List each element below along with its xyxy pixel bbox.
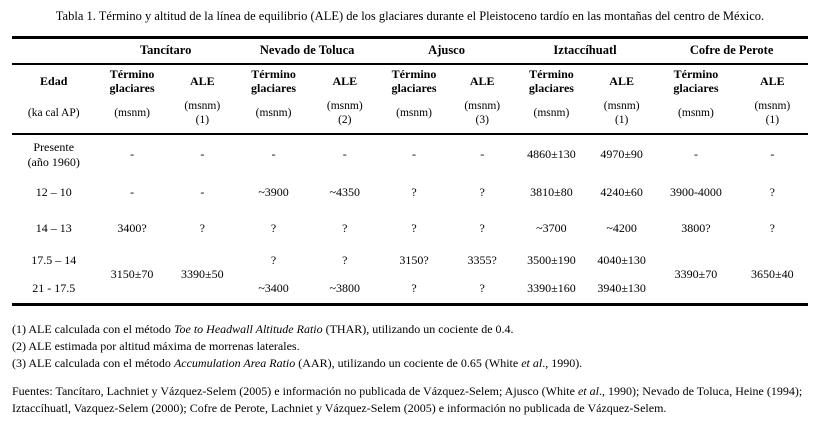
unit-msnm-ref — [311, 98, 378, 134]
footnote-text: ., 1990). — [542, 355, 583, 370]
unit-msnm: (msnm) — [603, 100, 640, 113]
table-cell: 3355? — [467, 252, 497, 267]
unit-msnm-ref — [450, 98, 515, 134]
footnote-text: (AAR), utilizando un cociente de 0.65 (White — [295, 355, 522, 370]
footnote-ref: (1) — [765, 113, 780, 126]
table-cell: - — [770, 147, 775, 162]
table-cell: - — [130, 147, 135, 162]
edad-line1: Presente — [33, 139, 75, 154]
table-cell: 3800? — [681, 221, 711, 236]
table-cell: ~3900 — [258, 185, 289, 200]
table-cell: ? — [270, 221, 277, 236]
footnote-ref: (3) — [475, 113, 489, 126]
footnote-text: (1) ALE calculada con el método — [12, 321, 174, 336]
table-cell: ? — [342, 221, 348, 236]
table-cell: ~3400 — [258, 280, 289, 295]
group-header-ajusco: Ajusco — [378, 37, 514, 64]
footnote-ref: (1) — [195, 113, 210, 126]
column-header-termino: Término glaciares — [109, 66, 155, 95]
unit-msnm: (msnm) — [326, 100, 363, 113]
table-cell-merged: 3390±50 — [181, 266, 224, 281]
column-header-termino: Término glaciares — [528, 66, 574, 95]
table-cell: ? — [479, 185, 485, 200]
table-cell: - — [130, 185, 135, 200]
unit-msnm: (msnm) — [754, 100, 791, 113]
table-cell: - — [271, 147, 276, 162]
footnote-italic-term: et al — [521, 355, 543, 370]
table-cell-merged: 3150±70 — [110, 266, 154, 281]
column-header-termino: Término glaciares — [251, 66, 297, 95]
group-header-row — [12, 37, 808, 64]
sources-text — [12, 383, 808, 417]
footnotes — [12, 321, 808, 372]
table-cell: 3810±80 — [530, 185, 573, 200]
footnote-3 — [12, 355, 808, 372]
unit-edad: (ka cal AP) — [12, 98, 95, 134]
table-row-14-13 — [12, 211, 808, 246]
subheader-row — [12, 64, 808, 98]
table-title: Tabla 1. Término y altitud de la línea de equilibrio (ALE) de los glaciares durante el Pleistoceno tardío en las montañas del centro de México. — [55, 9, 765, 23]
table-row-12-10 — [12, 174, 808, 211]
unit-msnm: (msnm) — [184, 100, 221, 113]
group-header-nevado-de-toluca: Nevado de Toluca — [236, 37, 378, 64]
table-cell: ~3800 — [329, 280, 361, 295]
table-cell: - — [693, 147, 698, 162]
sources-fragment: ., 1990); Nevado de Toluca, Heine (1994); Iztaccíhuatl, Vazquez-Selem (2000); Cofre de Perote, Lachniet y Vázquez-Selem (2005) e información no publicada de Vázquez-Selem. — [12, 383, 803, 415]
unit-msnm: (msnm) — [655, 98, 736, 134]
table-cell: 3400? — [117, 221, 147, 236]
table-cell: 3150? — [399, 252, 429, 267]
footnote-italic-term: Accumulation Area Ratio — [173, 355, 296, 370]
table-cell: - — [480, 147, 485, 162]
table-cell: ? — [769, 185, 775, 200]
table-cell: 3900-4000 — [669, 185, 722, 200]
unit-msnm: (msnm) — [464, 100, 501, 113]
footnote-ref: (1) — [614, 113, 629, 126]
table-body — [12, 134, 808, 304]
table-cell: 4860±130 — [527, 147, 576, 162]
table-cell: - — [412, 147, 417, 162]
table-cell: ? — [342, 252, 348, 267]
column-header-termino: Término glaciares — [391, 66, 437, 95]
table-cell: - — [200, 185, 205, 200]
group-header-iztaccihuatl: Iztaccíhuatl — [515, 37, 655, 64]
sources-fragment: Fuentes: Tancítaro, Lachniet y Vázquez-Selem (2005) e información no publicada de Vázquez-Selem; Ajusco (White — [12, 383, 578, 398]
unit-msnm: (msnm) — [95, 98, 168, 134]
table-cell: ~3700 — [536, 221, 567, 236]
table-cell: 4040±130 — [597, 252, 646, 267]
table-cell: ? — [411, 221, 417, 236]
table-cell: 4970±90 — [600, 147, 643, 162]
table-row-17-5-14 — [12, 246, 808, 274]
footnote-text: (THAR), utilizando un cociente de 0.4. — [322, 321, 514, 336]
table-cell: ? — [479, 221, 485, 236]
sources-italic-term: et al — [577, 383, 599, 398]
table-cell: 3390±160 — [527, 280, 576, 295]
row-header-edad — [12, 134, 95, 174]
table-cell-merged: 3390±70 — [674, 266, 718, 281]
footnote-ref: (2) — [338, 113, 352, 126]
column-header-ale: ALE — [189, 73, 215, 88]
table-cell: 3500±190 — [527, 252, 576, 267]
row-header-edad: 14 – 13 — [35, 221, 72, 236]
column-header-termino: Término glaciares — [673, 66, 719, 95]
row-header-edad: 17.5 – 14 — [31, 252, 77, 267]
unit-msnm: (msnm) — [378, 98, 449, 134]
row-header-edad: 12 – 10 — [35, 185, 72, 200]
glacier-ale-table — [12, 36, 808, 306]
table-cell: ? — [411, 185, 417, 200]
group-header-tancitaro: Tancítaro — [95, 37, 235, 64]
unit-msnm-ref — [588, 98, 655, 134]
column-header-edad: Edad — [40, 73, 68, 88]
table-cell: ~4200 — [606, 221, 637, 236]
column-header-ale: ALE — [759, 73, 785, 88]
row-header-edad: 21 - 17.5 — [32, 280, 76, 295]
table-cell: - — [342, 147, 347, 162]
footnote-2: (2) ALE estimada por altitud máxima de morrenas laterales. — [12, 338, 300, 353]
footnote-1 — [12, 321, 808, 338]
column-header-ale: ALE — [332, 73, 358, 88]
table-cell-merged: 3650±40 — [751, 266, 794, 281]
units-row — [12, 98, 808, 134]
table-cell: - — [200, 147, 205, 162]
footnote-italic-term: Toe to Headwall Altitude Ratio — [173, 321, 323, 336]
table-header — [12, 37, 808, 134]
unit-msnm: (msnm) — [515, 98, 588, 134]
group-header-cofre-de-perote: Cofre de Perote — [655, 37, 808, 64]
column-header-ale: ALE — [609, 73, 634, 88]
group-header-stub — [12, 37, 95, 64]
unit-msnm: (msnm) — [236, 98, 311, 134]
table-cell: ? — [479, 280, 485, 295]
unit-msnm-ref — [737, 98, 808, 134]
column-header-ale: ALE — [469, 73, 495, 88]
table-cell: ? — [199, 221, 205, 236]
unit-msnm-ref — [169, 98, 236, 134]
table-cell: ? — [411, 280, 417, 295]
table-cell: ? — [270, 252, 277, 267]
edad-line2: (año 1960) — [27, 154, 80, 169]
table-cell: 4240±60 — [600, 185, 643, 200]
footnote-text: (3) ALE calculada con el método — [12, 355, 174, 370]
table-cell: ~4350 — [329, 185, 361, 200]
table-cell: 3940±130 — [597, 280, 646, 295]
table-row-presente — [12, 134, 808, 174]
table-cell: ? — [769, 221, 775, 236]
